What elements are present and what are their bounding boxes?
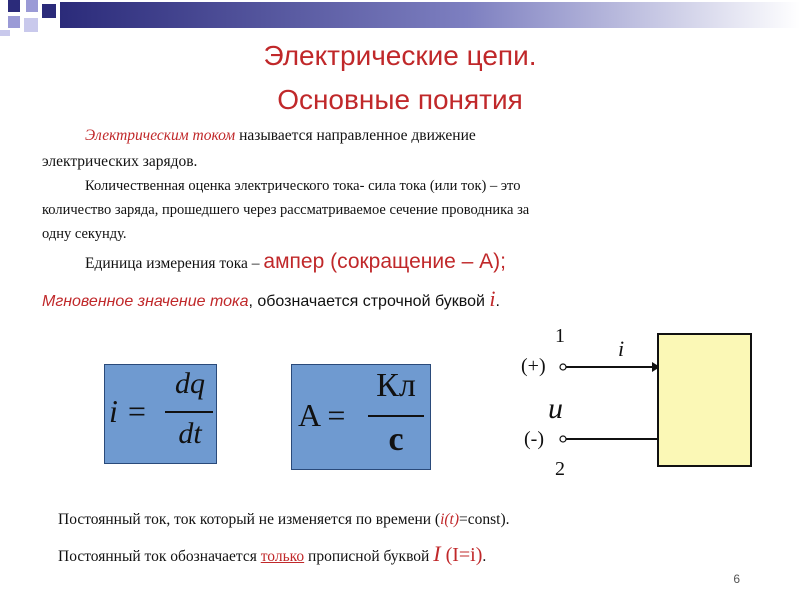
definition-rest: называется направленное движение: [235, 127, 476, 144]
unit-line: [85, 250, 506, 274]
instant-line: [42, 286, 500, 312]
definition-line-2: электрических зарядов.: [42, 153, 198, 170]
terminal-2-icon: [560, 436, 566, 442]
fraction-bar: [165, 411, 213, 413]
header-decoration: [0, 0, 800, 36]
fraction-bar-2: [368, 415, 424, 417]
circuit-diagram: [500, 320, 770, 490]
dc2-rest: прописной буквой: [304, 548, 434, 565]
formula-box-ampere: [291, 364, 431, 470]
node-2-sign: (-): [524, 428, 544, 450]
dc-definition: [58, 511, 510, 529]
title-line-1: Электрические цепи.: [263, 40, 537, 71]
unit-prefix: Единица измерения тока –: [85, 255, 264, 272]
dc-notation: [58, 541, 486, 567]
terminal-1-icon: [560, 364, 566, 370]
slide-title: [0, 40, 800, 72]
definition-line-1: [85, 124, 476, 147]
dc2-end: .: [482, 548, 487, 565]
instant-rest: , обозначается строчной буквой: [248, 293, 490, 310]
current-label: i: [618, 336, 625, 361]
node-1-sign: (+): [521, 355, 546, 377]
quantity-line-2: количество заряда, прошедшего через рассматриваемое сечение проводника за: [42, 202, 530, 218]
formula2-numerator: Кл: [376, 367, 416, 404]
formula2-denominator: с: [388, 421, 404, 458]
load-element: [658, 334, 751, 466]
dc-expression: i(t): [440, 511, 460, 528]
node-1-label: 1: [555, 325, 565, 347]
current-term: Электрическим током: [85, 127, 236, 144]
dc-end: =const).: [459, 511, 510, 528]
instant-end: .: [495, 293, 500, 310]
dc2-only: только: [260, 548, 305, 565]
formula-numerator: dq: [175, 367, 205, 400]
formula2-lhs: A =: [298, 397, 346, 433]
quantity-line-3: одну секунду.: [42, 226, 127, 242]
voltage-label: u: [548, 392, 563, 425]
checkered-squares-icon: [0, 0, 56, 36]
dc2-text: Постоянный ток обозначается: [58, 548, 261, 565]
instant-symbol: i: [489, 286, 496, 311]
slide-number: 6: [733, 572, 740, 586]
slide-subtitle: [0, 84, 800, 116]
instant-term: Мгновенное значение тока: [42, 293, 249, 310]
node-2-label: 2: [555, 458, 565, 480]
formula-box-current: [104, 364, 217, 464]
quantity-line-1: Количественная оценка электрического тока- сила тока (или ток) – это: [85, 178, 521, 194]
formula-lhs: i =: [109, 393, 148, 429]
dc2-symbol: I: [433, 541, 441, 566]
unit-value: ампер (сокращение – А);: [263, 250, 506, 273]
dc2-paren: (I=i): [440, 544, 483, 566]
dc-text: Постоянный ток, ток который не изменяется по времени (: [58, 511, 441, 528]
formula-denominator: dt: [178, 417, 202, 450]
title-line-2: Основные понятия: [277, 84, 523, 115]
